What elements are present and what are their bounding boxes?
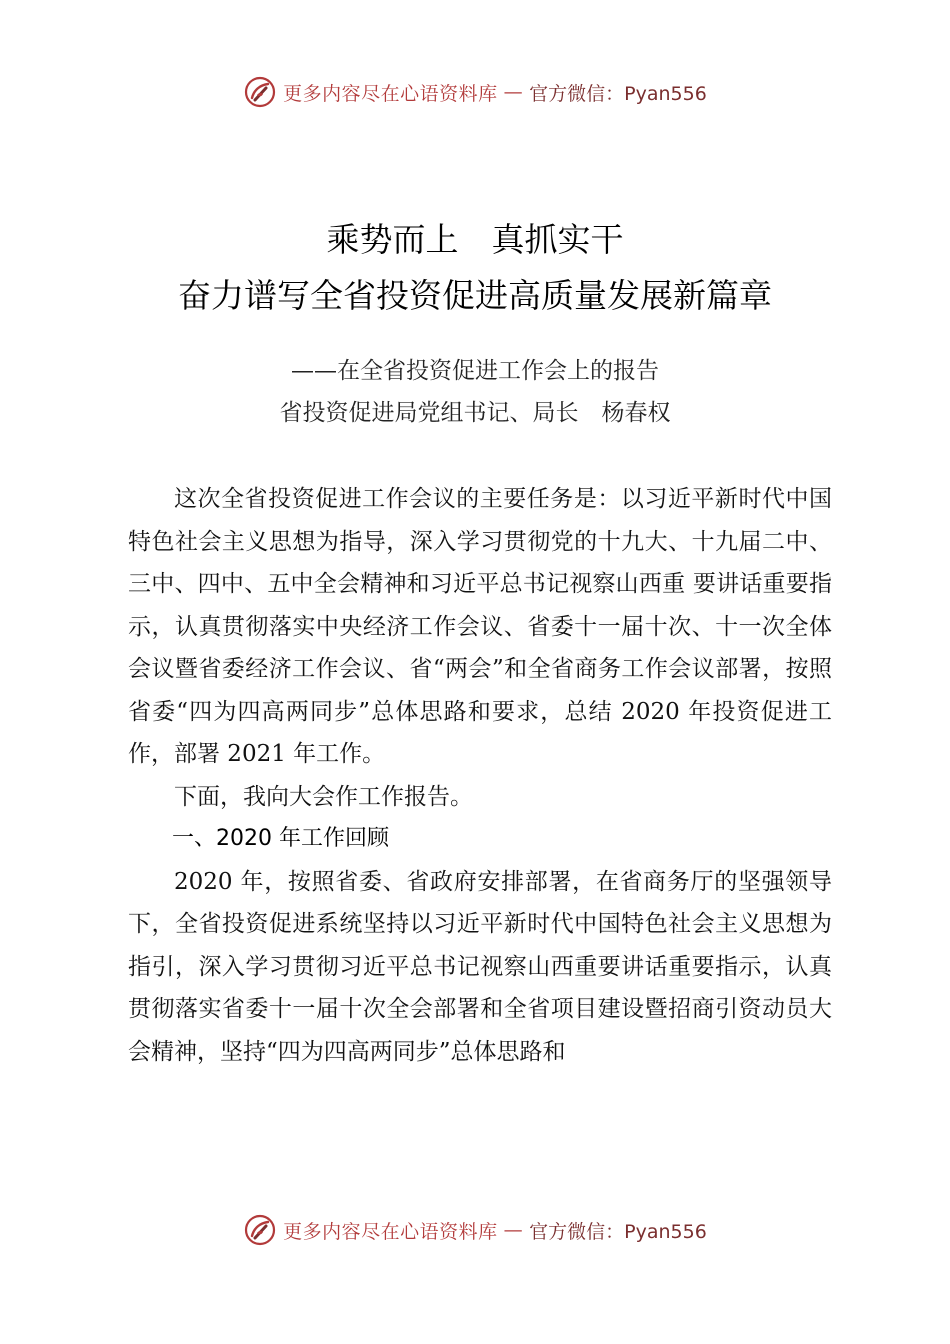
footer-banner xyxy=(0,1210,950,1250)
document-title-line1: 乘势而上 真抓实干 xyxy=(326,220,624,259)
banner-text: 更多内容尽在心语资料库 xyxy=(283,82,498,105)
body-paragraph: 这次全省投资促进工作会议的主要任务是：以习近平新时代中国特色社会主义思想为指导，深入学习贯彻党的十九大、十九届二中、三中、四中、五中全会精神和习近平总书记视察山西重 要讲话重要指示，认真贯彻落实中央经济工作会议、省委十一届十次、十一次全体会议暨省委经济工作会议、省“两会”和全省商务工作会议部署，按照省委“四为四高两同步”总体思路和要求，总结 2020 年投资促进工作，部署 2021 年工作。 xyxy=(128,486,832,767)
document-subtitle: ——在全省投资促进工作会上的报告 xyxy=(291,358,659,384)
banner-text: 更多内容尽在心语资料库 xyxy=(283,1220,498,1243)
body-paragraph: 2020 年，按照省委、省政府安排部署，在省商务厅的坚强领导下，全省投资促进系统坚持以习近平新时代中国特色社会主义思想为指引，深入学习贯彻习近平总书记视察山西重要讲话重要指示，认真贯彻落实省委十一届十次全会部署和全省项目建设暨招商引资动员大会精神，坚持“四为四高两同步”总体思路和 xyxy=(128,868,832,1065)
pen-heart-logo-icon xyxy=(243,75,277,109)
body-paragraph: 下面，我向大会作工作报告。 xyxy=(174,783,473,810)
banner-separator: — xyxy=(503,81,524,103)
document-author: 省投资促进局党组书记、局长 杨春权 xyxy=(279,400,671,426)
pen-heart-logo-icon xyxy=(243,1213,277,1247)
document-body xyxy=(128,478,832,1073)
document-title-line2: 奋力谱写全省投资促进高质量发展新篇章 xyxy=(178,276,772,315)
banner-separator: — xyxy=(503,1219,524,1241)
banner-wechat: 官方微信：Pyan556 xyxy=(529,1220,707,1243)
banner-wechat: 官方微信：Pyan556 xyxy=(529,82,707,105)
header-banner xyxy=(0,72,950,112)
section-heading: 一、2020 年工作回顾 xyxy=(172,826,389,851)
